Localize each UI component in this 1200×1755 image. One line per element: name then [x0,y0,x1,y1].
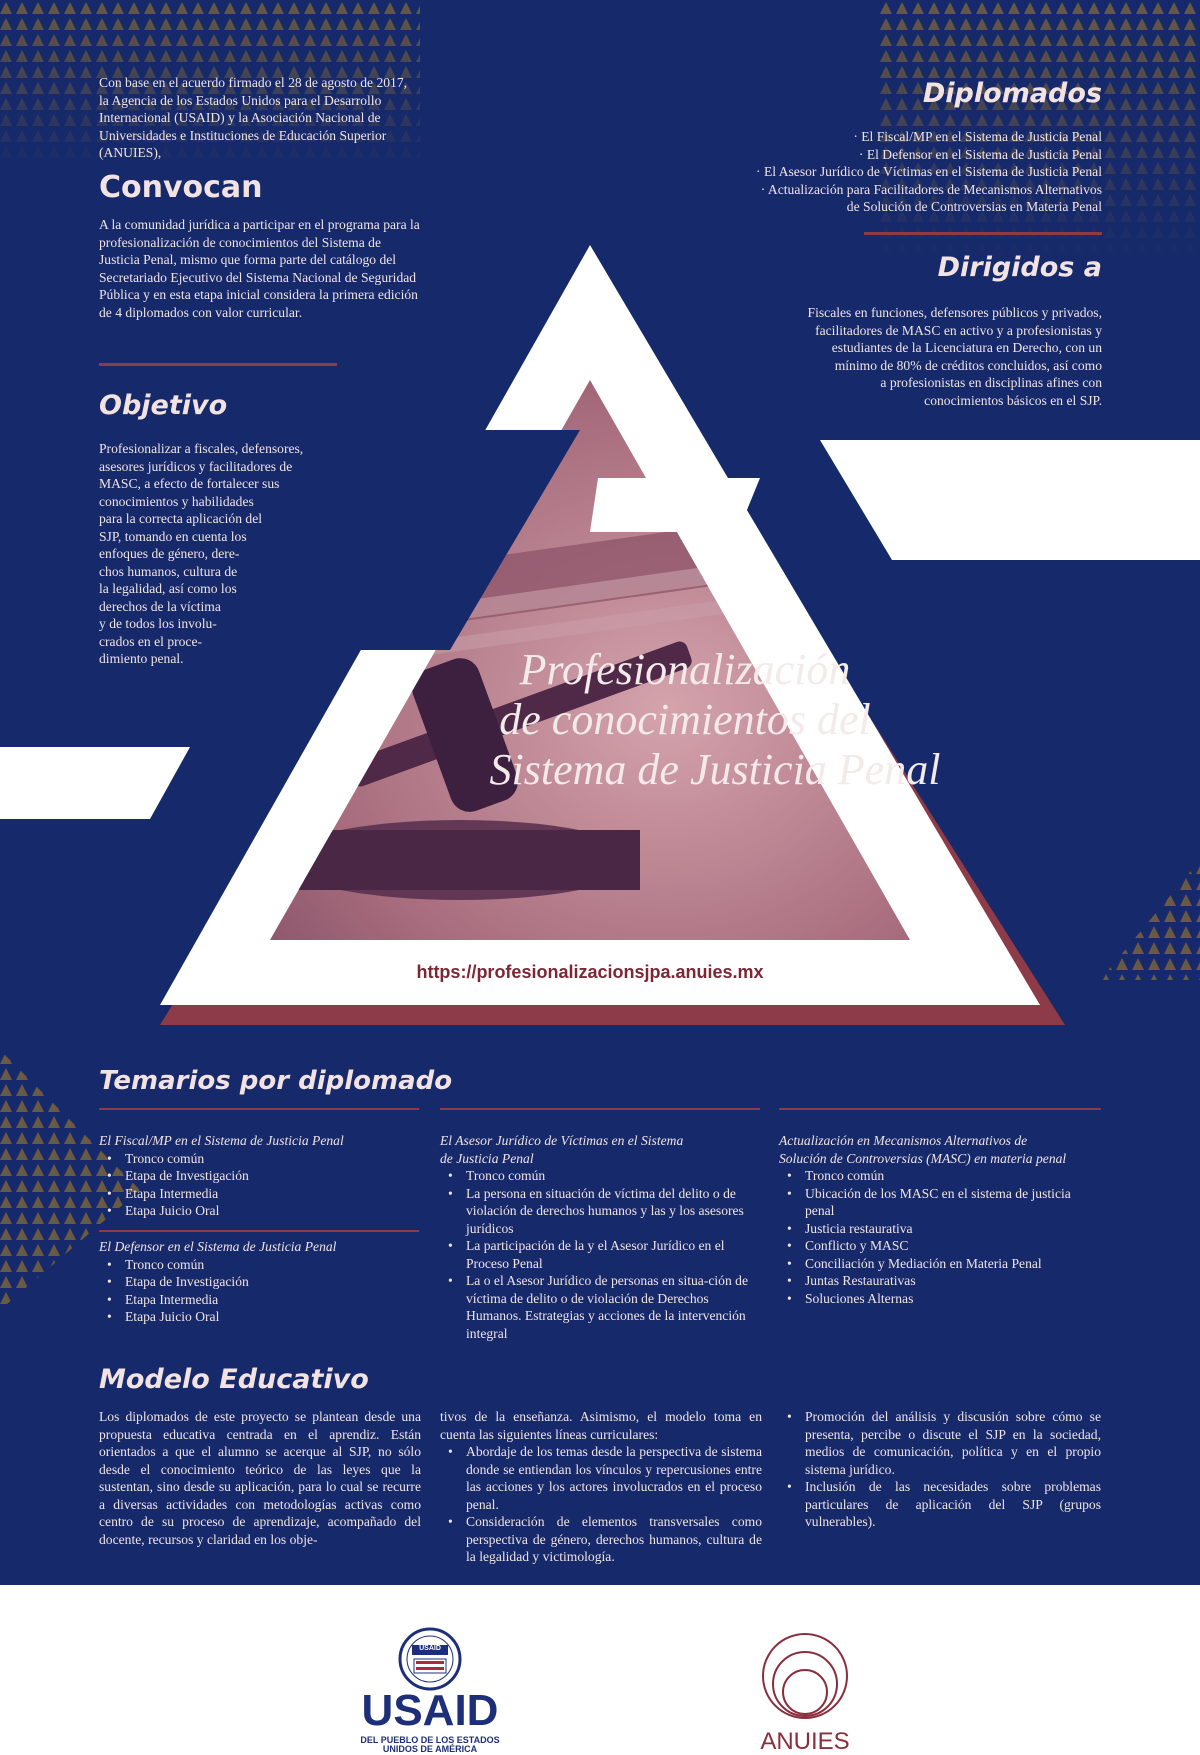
objetivo-line: conocimientos y habilidades [99,493,254,509]
temarios-rule-2 [440,1108,760,1110]
list-item: • Justicia restaurativa [779,1220,1101,1238]
list-item: • La participación de la y el Asesor Jurídico en el Proceso Penal [440,1237,760,1272]
hero-title-line: de conocimientos del [499,695,871,744]
list-item: • Conflicto y MASC [779,1237,1101,1255]
dirigidos-line: estudiantes de la Licenciatura en Derecho, con un [831,340,1102,355]
list-item: • Tronco común [779,1167,1101,1185]
list-item: • Conciliación y Mediación en Materia Penal [779,1255,1101,1273]
temario-masc [779,1132,1101,1307]
list-item: • Etapa Juicio Oral [99,1202,419,1220]
objetivo-line: para la correcta aplicación del [99,511,263,526]
usaid-sub-1: DEL PUEBLO DE LOS ESTADOS [360,1735,500,1745]
temario-fiscal-list [99,1150,419,1220]
dirigidos-line: a profesionistas en disciplinas afines con [880,375,1102,390]
usaid-logo [350,1625,510,1755]
dirigidos-line: facilitadores de MASC en activo y a profesionistas y [815,322,1102,338]
triangle-pattern-right [1100,860,1200,980]
modelo-col2-intro: tivos de la enseñanza. Asimismo, el modelo toma en cuenta las siguientes líneas curriculares: [440,1409,762,1442]
list-item: • Juntas Restaurativas [779,1272,1101,1290]
objetivo-line: MASC, a efecto de fortalecer sus [99,476,280,491]
dirigidos-title: Dirigidos a [937,252,1102,283]
temario-asesor-list [440,1167,760,1342]
anuies-logo [745,1628,865,1755]
modelo-col3 [779,1408,1101,1531]
modelo-col1: Los diplomados de este proyecto se plantean desde una propuesta educativa centrada en el aprendiz. Están orientados a que el alumno se acerque al SJP, no sólo desde el conocimiento teórico de las leyes que la sustentan, sino desde su aplicación, para lo cual se recurre a diversas actividades con metodologías activas como centro de su proceso de aprendizaje, acompañado del docente, recursos y claridad en los obje- [99,1409,421,1547]
list-item: • La persona en situación de víctima del delito o de violación de derechos humanos y las y los asesores jurídicos [440,1185,760,1238]
temario-masc-title-line: Solución de Controversias (MASC) en materia penal [779,1150,1067,1166]
temarios-rule-3 [779,1108,1101,1110]
temario-masc-title-line: Actualización en Mecanismos Alternativos de [779,1133,1028,1148]
usaid-seal-icon [350,1625,510,1695]
list-item: • Consideración de elementos transversales como perspectiva de género, derechos humanos, cultura de la legalidad y victimología. [440,1513,762,1566]
list-item: • Tronco común [99,1256,419,1274]
convocan-rule [99,363,337,366]
dirigidos-line: Fiscales en funciones, defensores públicos y privados, [807,305,1102,320]
dirigidos-line: mínimo de 80% de créditos concluidos, así como [834,357,1102,373]
temario-asesor [440,1132,760,1342]
white-notch-mid [590,470,760,540]
convocan-title: Convocan [99,170,263,205]
diplomado-item: · Actualización para Facilitadores de Mecanismos Alternativos [760,181,1102,197]
usaid-name: USAID [361,1686,499,1735]
temario-fiscal [99,1132,419,1220]
hero-title-line: Profesionalización [519,645,851,694]
temario-fiscal-rule [99,1230,419,1232]
temarios-title: Temarios por diplomado [99,1066,453,1096]
list-item: • Inclusión de las necesidades sobre problemas particulares de aplicación del SJP (grupos vulnerables). [779,1478,1101,1531]
anuies-name: ANUIES [760,1728,850,1755]
modelo-col3-list [779,1408,1101,1531]
temario-masc-list [779,1167,1101,1307]
list-item: • Soluciones Alternas [779,1290,1101,1308]
modelo-col2-list [440,1443,762,1566]
diplomado-item: · El Asesor Jurídico de Víctimas en el Sistema de Justicia Penal [756,164,1102,179]
anuies-rings-icon [745,1628,865,1728]
list-item: • Etapa de Investigación [99,1273,419,1291]
objetivo-line: la legalidad, así como los [99,581,237,596]
usaid-sub-2: UNIDOS DE AMÉRICA [382,1744,478,1754]
temario-asesor-title-line: de Justicia Penal [440,1150,534,1166]
list-item: • Etapa Intermedia [99,1185,419,1203]
list-item: • Tronco común [440,1167,760,1185]
dirigidos-text [682,304,1102,409]
objetivo-line: Profesionalizar a fiscales, defensores, [99,441,304,456]
modelo-col2 [440,1408,762,1566]
list-item: • Etapa de Investigación [99,1167,419,1185]
diplomado-item: de Solución de Controversias en Materia Penal [846,199,1102,214]
diplomados-list [642,128,1102,216]
hero-title [420,645,980,795]
temario-defensor-list [99,1256,419,1326]
dirigidos-line: conocimientos básicos en el SJP. [924,392,1102,408]
objetivo-line: crados en el proce- [99,633,203,649]
list-item: • Promoción del análisis y discusión sobre cómo se presenta, percibe o discute el SJP en la sociedad, medios de comunicación, política y en el propio sistema jurídico. [779,1408,1101,1478]
objetivo-line: derechos de la víctima [99,598,221,614]
temario-asesor-title-line: El Asesor Jurídico de Víctimas en el Sistema [440,1133,684,1148]
modelo-title: Modelo Educativo [99,1364,369,1395]
list-item: • Etapa Intermedia [99,1291,419,1309]
usaid-badge-text: USAID [419,1645,441,1652]
intro-text: Con base en el acuerdo firmado el 28 de agosto de 2017, la Agencia de los Estados Unidos para el Desarrollo Internacional (USAID) y la Asociación Nacional de Universidades e Instituciones de Educación Superior (ANUIES), [99,75,408,160]
list-item: • Ubicación de los MASC en el sistema de justicia penal [779,1185,1101,1220]
list-item: • Etapa Juicio Oral [99,1308,419,1326]
diplomados-title: Diplomados [922,78,1102,109]
temario-fiscal-title: El Fiscal/MP en el Sistema de Justicia Penal [99,1133,344,1148]
objetivo-title: Objetivo [99,390,228,421]
list-item: • La o el Asesor Jurídico de personas en situa-ción de víctima de delito o de violación de Derechos Humanos. Estrategias y acciones de la intervención integral [440,1272,760,1342]
objetivo-line: SJP, tomando en cuenta los [99,528,247,544]
objetivo-line: enfoques de género, dere- [99,546,240,561]
objetivo-line: asesores jurídicos y facilitadores de [99,458,293,474]
temarios-rule-1 [99,1108,419,1110]
convocan-text: A la comunidad jurídica a participar en el programa para la profesionalización de conocimientos del Sistema de Justicia Penal, mismo que forma parte del catálogo del Secretariado Ejecutivo del Sistema Nacional de Seguridad Pública y en esta etapa inicial considera la primera edición de 4 diplomados con valor curricular. [99,217,420,320]
list-item: • Tronco común [99,1150,419,1168]
list-item: • Abordaje de los temas desde la perspectiva de sistema donde se entiendan los vínculos y repercusiones entre las acciones y los actores involucrados en el proceso penal. [440,1443,762,1513]
diplomado-item: · El Defensor en el Sistema de Justicia Penal [858,146,1102,162]
hero-url-link[interactable]: https://profesionalizacionsjpa.anuies.mx [416,962,764,982]
objetivo-line: chos humanos, cultura de [99,563,238,579]
temario-defensor [99,1238,419,1326]
objetivo-line: y de todos los involu- [99,616,217,631]
diplomados-rule [864,232,1102,235]
temario-defensor-title: El Defensor en el Sistema de Justicia Penal [99,1239,337,1254]
white-notch-bottom [160,790,420,940]
hero-title-line: Sistema de Justicia Penal [489,745,941,794]
objetivo-text [99,440,339,668]
diplomado-item: · El Fiscal/MP en el Sistema de Justicia Penal [853,129,1102,144]
objetivo-line: dimiento penal. [99,651,184,666]
